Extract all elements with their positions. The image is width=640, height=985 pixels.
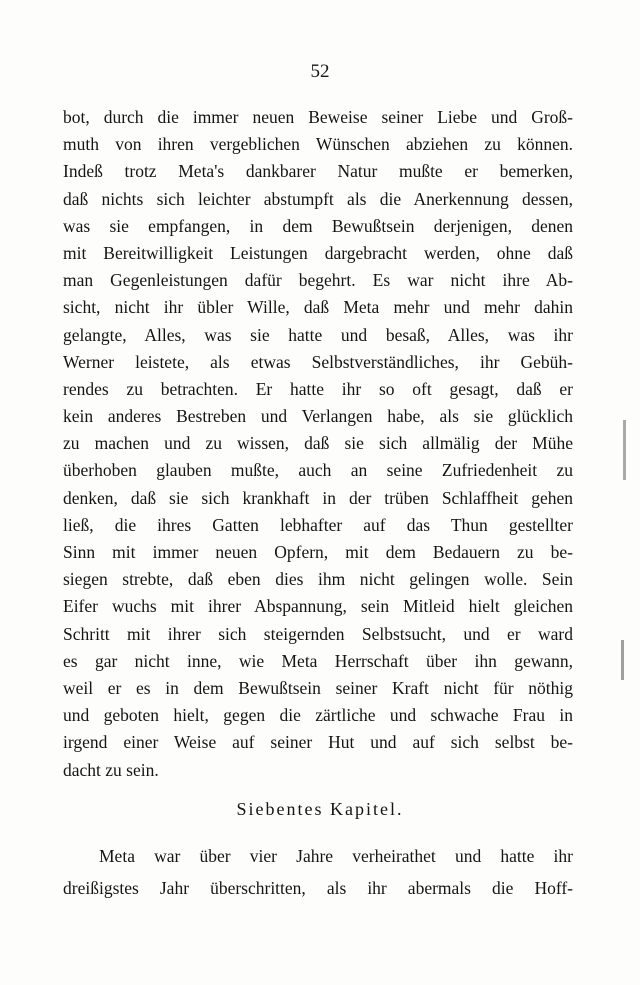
text-line: weil er es in dem Bewußtsein seiner Kraft nicht für nöthig [63,677,573,698]
text-line: daß nichts sich leichter abstumpft als die Anerkennung dessen, [63,188,573,209]
text-line: man Gegenleistungen dafür begehrt. Es war nicht ihre Ab- [63,270,573,291]
paragraph-2 [63,840,573,904]
text-line: mit Bereitwilligkeit Leistungen dargebracht werden, ohne daß [63,242,573,263]
text-line: denken, daß sie sich krankhaft in der trüben Schlaffheit gehen [63,487,573,508]
text-line: Meta war über vier Jahre verheirathet und hatte ihr [99,846,573,866]
text-line: siegen strebte, daß eben dies ihm nicht gelingen wolle. Sein [63,569,573,590]
paragraph-1 [63,104,573,784]
text-line: dacht zu sein. [63,759,159,780]
text-line: gelangte, Alles, was sie hatte und besaß, Alles, was ihr [63,324,573,345]
text-line: und geboten hielt, gegen die zärtliche und schwache Frau in [63,705,573,726]
page-number: 52 [310,61,330,82]
text-line: kein anderes Bestreben und Verlangen habe, als sie glücklich [63,406,573,427]
text-line: ließ, die ihres Gatten lebhafter auf das Thun gestellter [63,514,573,535]
text-line: was sie empfangen, in dem Bewußtsein derjenigen, denen [63,215,573,236]
text-line: irgend einer Weise auf seiner Hut und auf sich selbst be- [63,732,573,753]
text-line: es gar nicht inne, wie Meta Herrschaft über ihn gewann, [63,650,573,671]
scan-edge-mark [623,420,626,480]
text-line: dreißigstes Jahr überschritten, als ihr abermals die Hoff- [63,878,573,898]
chapter-heading: Siebentes Kapitel. [236,799,404,819]
text-line: Eifer wuchs mit ihrer Abspannung, sein Mitleid hielt gleichen [63,596,573,617]
scan-edge-mark [621,640,624,680]
text-line: überhoben glauben mußte, auch an seine Zufriedenheit zu [63,460,573,481]
text-line: Sinn mit immer neuen Opfern, mit dem Bedauern zu be- [63,542,573,562]
text-line: Indeß trotz Meta's dankbarer Natur mußte er bemerken, [63,161,573,182]
text-line: sicht, nicht ihr übler Wille, daß Meta mehr und mehr dahin [63,297,573,318]
text-line: Schritt mit ihrer sich steigernden Selbstsucht, und er ward [63,623,573,644]
text-line: zu machen und zu wissen, daß sie sich allmälig der Mühe [63,433,573,454]
text-line: bot, durch die immer neuen Beweise seiner Liebe und Groß- [63,107,573,127]
text-line: Werner leistete, als etwas Selbstverständliches, ihr Gebüh- [63,351,573,372]
text-line: rendes zu betrachten. Er hatte ihr so oft gesagt, daß er [63,378,573,399]
text-line: muth von ihren vergeblichen Wünschen abziehen zu können. [63,134,573,155]
